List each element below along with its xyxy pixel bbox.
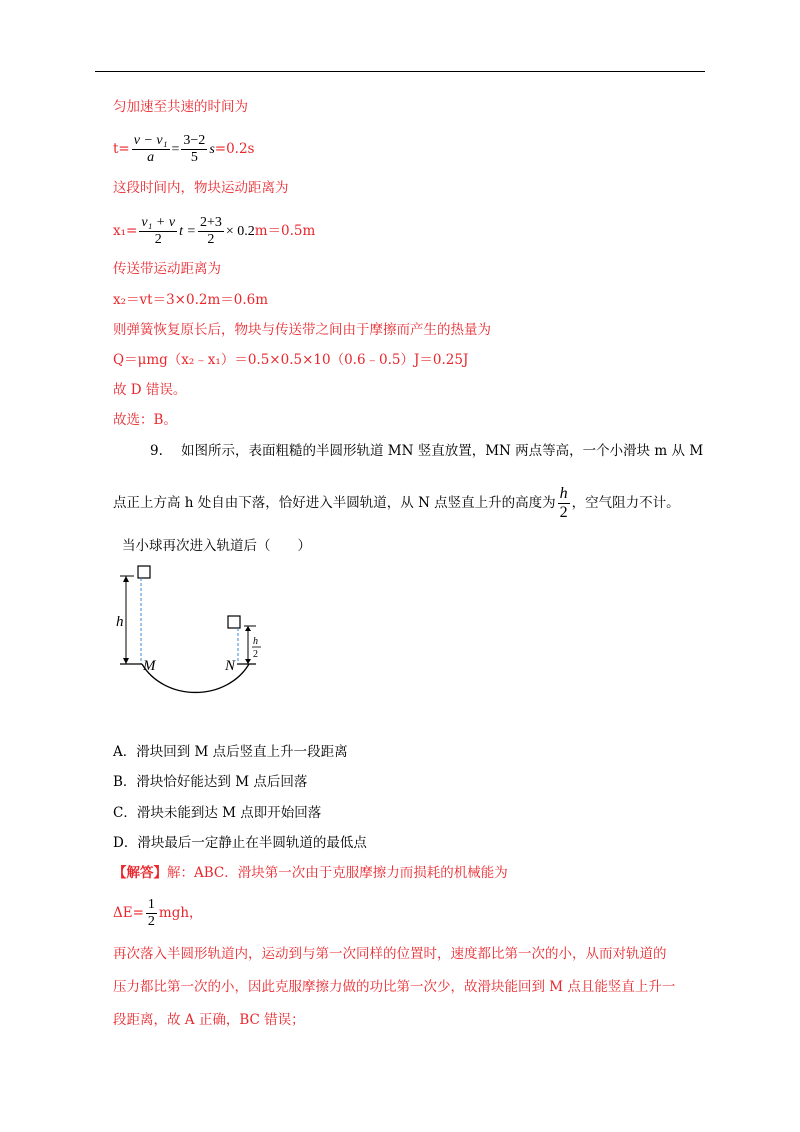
- label-h2-denominator: 2: [253, 649, 258, 660]
- eq-time-f1-denominator: a: [147, 150, 155, 165]
- left-block: [138, 566, 150, 578]
- h2-arrow-up: [245, 626, 251, 631]
- track-figure: [110, 560, 280, 720]
- eq-dist-f1-denominator: 2: [154, 232, 162, 247]
- header-rule: [95, 71, 705, 72]
- solution-line-belt-label: 传送带运动距离为: [113, 261, 221, 277]
- eq-time-prefix: t=: [113, 141, 130, 157]
- eq-dist-fraction-1: [139, 215, 177, 248]
- solution-line-time-label: 匀加速至共速的时间为: [113, 99, 248, 115]
- equation-distance: [113, 215, 315, 248]
- eq-time-unit: s: [209, 142, 215, 157]
- energy-eq-numerator: 1: [147, 897, 155, 912]
- question-line-3: 当小球再次进入轨道后（ ）: [122, 538, 311, 554]
- h-arrow-down: [123, 658, 129, 664]
- height-fraction-numerator: h: [559, 485, 568, 502]
- answer-paragraph-line-1: 再次落入半圆形轨道内，运动到与第一次同样的位置时，速度都比第一次的小，从而对轨道的: [113, 946, 667, 962]
- question-line-2: [113, 485, 680, 522]
- eq-time-f2-denominator: 5: [190, 150, 198, 165]
- energy-eq-prefix: ΔE=: [113, 905, 144, 921]
- answer-paragraph-line-3: 段距离，故 A 正确，BC 错误；: [113, 1012, 305, 1028]
- eq-dist-mult: × 0.2: [225, 224, 255, 239]
- h2-arrow-down: [245, 659, 251, 664]
- option-d: D．滑块最后一定静止在半圆轨道的最低点: [113, 835, 367, 851]
- eq-dist-result: m＝0.5m: [254, 223, 316, 239]
- question-line-1: 如图所示，表面粗糙的半圆形轨道 MN 竖直放置，MN 两点等高，一个小滑块 m 从 M: [181, 443, 704, 459]
- height-fraction-denominator: 2: [559, 504, 568, 521]
- eq-dist-t: t =: [179, 224, 196, 239]
- answer-tag: 【解答】: [113, 865, 167, 881]
- right-block: [228, 616, 240, 628]
- eq-dist-f1-numerator: v₁ + v: [141, 215, 176, 230]
- option-a: A．滑块回到 M 点后竖直上升一段距离: [113, 744, 348, 760]
- energy-eq-suffix: mgh，: [158, 905, 203, 921]
- label-h2-numerator: h: [253, 636, 258, 647]
- solution-line-d-wrong: 故 D 错误。: [113, 382, 187, 398]
- answer-intro-text: 解：ABC．滑块第一次由于克服摩擦力而损耗的机械能为: [167, 865, 508, 881]
- energy-eq-fraction: [146, 897, 157, 930]
- question-line-2-text-b: ，空气阻力不计。: [571, 495, 680, 511]
- solution-line-choice: 故选：B。: [113, 412, 177, 428]
- label-N: N: [225, 658, 236, 674]
- eq-time-fraction-2: [181, 133, 207, 166]
- solution-line-heat-label: 则弹簧恢复原长后，物块与传送带之间由于摩擦而产生的热量为: [113, 322, 491, 338]
- label-M: M: [143, 658, 156, 674]
- question-line-2-text-a: 点正上方高 h 处自由下落，恰好进入半圆轨道，从 N 点竖直上升的高度为: [113, 495, 556, 511]
- solution-line-distance-label: 这段时间内，物块运动距离为: [113, 180, 289, 196]
- solution-line-belt-distance: x₂＝vt＝3×0.2m＝0.6m: [113, 292, 269, 308]
- option-c: C．滑块未能到达 M 点即开始回落: [113, 805, 322, 821]
- eq-dist-f2-numerator: 2+3: [199, 215, 222, 230]
- eq-dist-prefix: x₁=: [113, 223, 138, 239]
- answer-paragraph-line-2: 压力都比第一次的小，因此克服摩擦力做的功比第一次少，故滑块能回到 M 点且能竖直上升一: [113, 979, 676, 995]
- energy-eq-denominator: 2: [147, 914, 155, 929]
- solution-line-heat-equation: Q＝μmg（x₂﹣x₁）＝0.5×0.5×10（0.6﹣0.5）J＝0.25J: [113, 352, 469, 368]
- eq-dist-f2-denominator: 2: [207, 232, 215, 247]
- eq-time-f1-numerator: v − v₁: [133, 133, 168, 148]
- eq-time-f2-numerator: 3−2: [183, 133, 206, 148]
- question-height-fraction: [558, 485, 570, 522]
- h-arrow-up: [123, 576, 129, 582]
- eq-time-equals: =: [171, 142, 180, 157]
- eq-time-fraction-1: [132, 133, 170, 166]
- eq-dist-fraction-2: [198, 215, 224, 248]
- label-h: h: [116, 614, 124, 630]
- option-b: B．滑块恰好能达到 M 点后回落: [113, 774, 308, 790]
- answer-intro: [113, 864, 508, 882]
- eq-time-result: =0.2s: [214, 141, 255, 157]
- question-number: 9.: [150, 443, 163, 459]
- answer-energy-equation: [113, 897, 203, 930]
- equation-time: [113, 133, 254, 166]
